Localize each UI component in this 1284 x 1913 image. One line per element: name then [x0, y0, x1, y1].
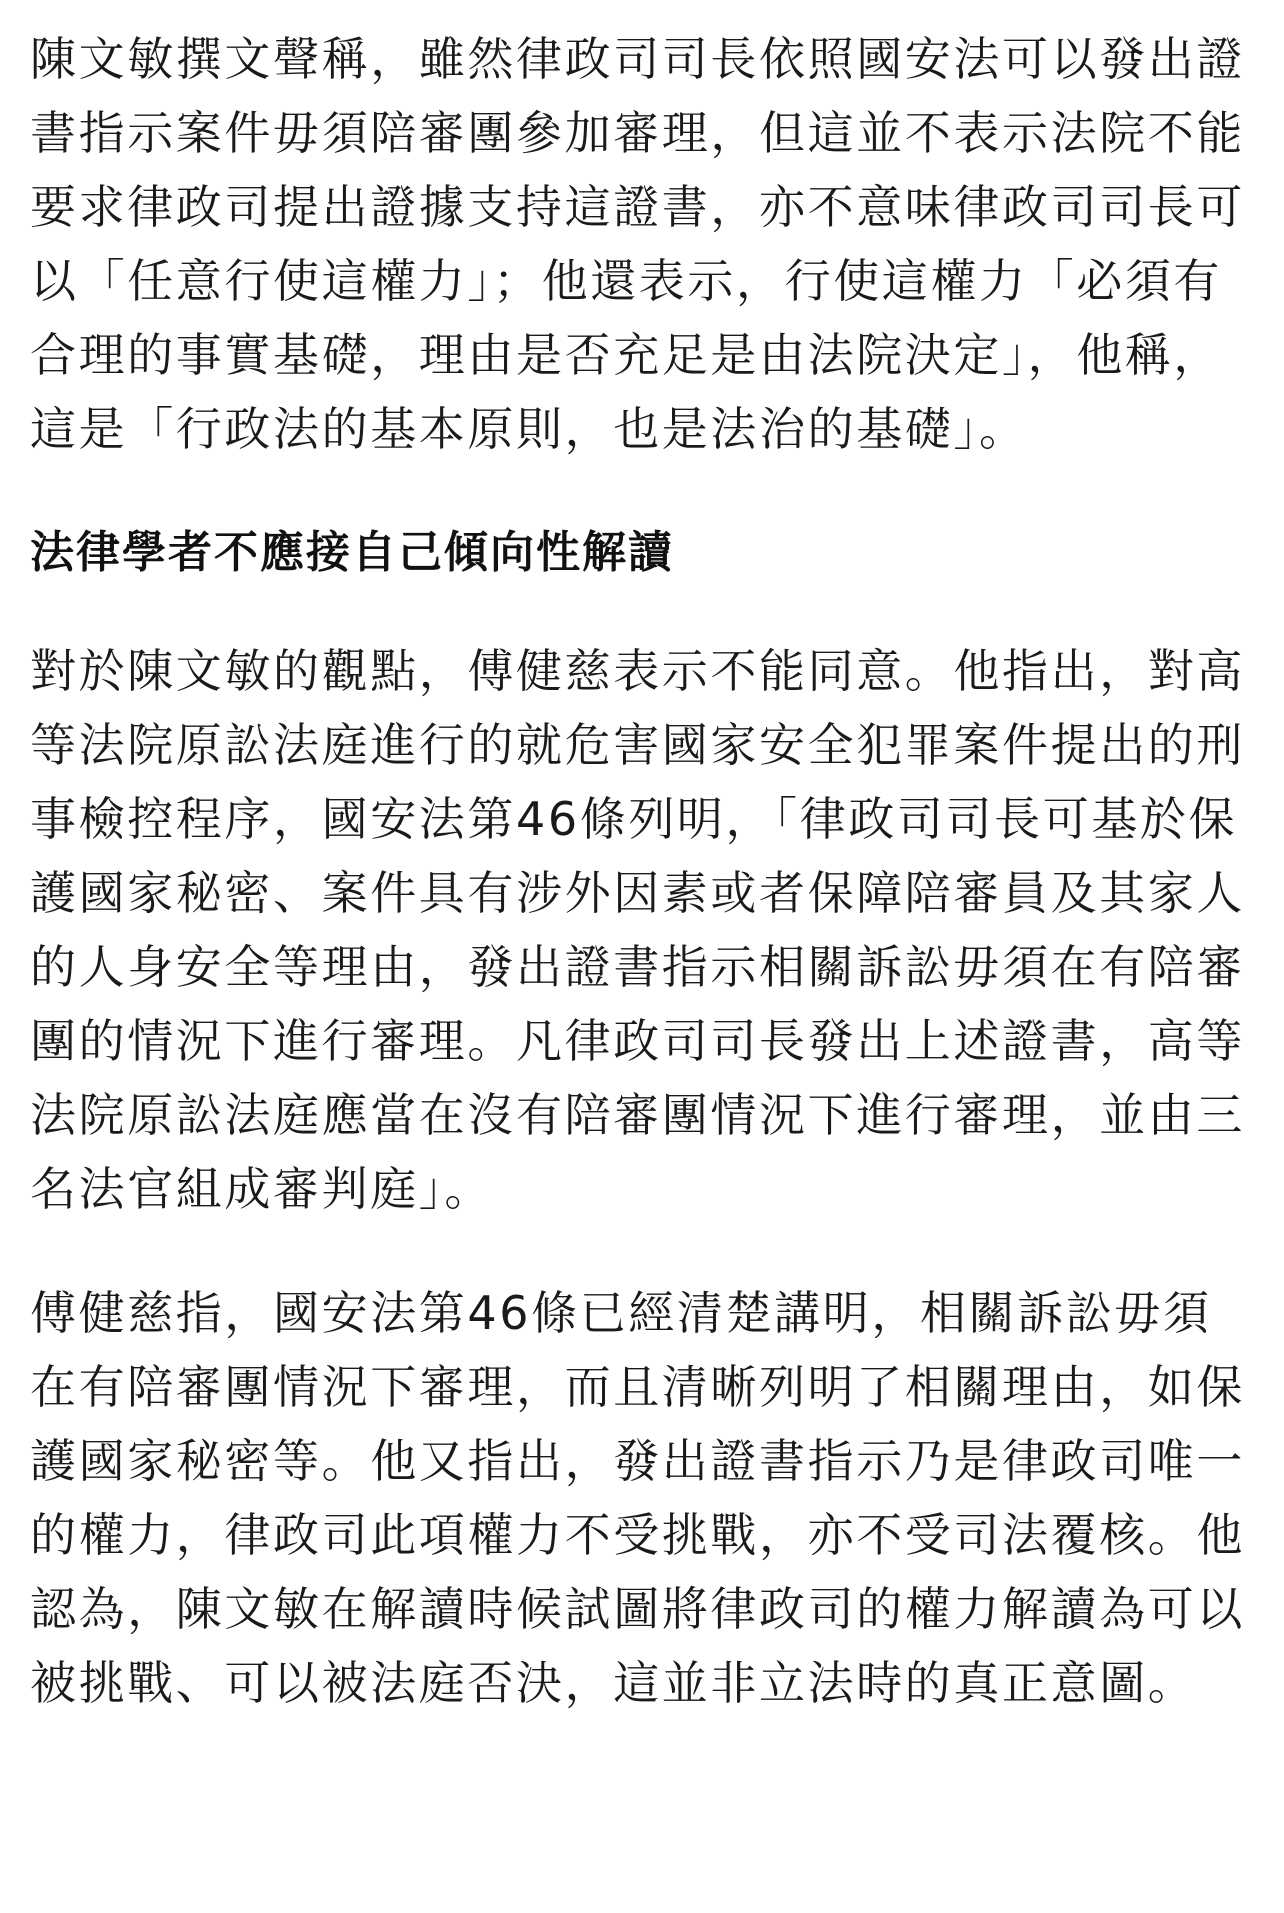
section-heading: 法律學者不應接自己傾向性解讀: [30, 527, 674, 578]
paragraph-fu-kin-chi-article-46: 傅健慈指，國安法第46條已經清楚講明，相關訴訟毋須在有陪審團情況下審理，而且清晰列明了相關理由，如保護國家秘密等。他又指出，發出證書指示乃是律政司唯一的權力，律政司此項權力不受挑戰，亦不受司法覆核。他認為，陳文敏在解讀時候試圖將律政司的權力解讀為可以被挑戰、可以被法庭否決，這並非立法時的真正意圖。: [30, 1286, 1245, 1710]
paragraph-chan-man-mun-view: 陳文敏撰文聲稱，雖然律政司司長依照國安法可以發出證書指示案件毋須陪審團參加審理，但這並不表示法院不能要求律政司提出證據支持這證書，亦不意味律政司司長可以「任意行使這權力」；他還表示，行使這權力「必須有合理的事實基礎，理由是否充足是由法院決定」，他稱，這是「行政法的基本原則，也是法治的基礎」。: [30, 32, 1245, 456]
article-body: [30, 22, 1260, 1720]
paragraph-fu-kin-chi-response: 對於陳文敏的觀點，傅健慈表示不能同意。他指出，對高等法院原訟法庭進行的就危害國家安全犯罪案件提出的刑事檢控程序，國安法第46條列明，「律政司司長可基於保護國家秘密、案件具有涉外因素或者保障陪審員及其家人的人身安全等理由，發出證書指示相關訴訟毋須在有陪審團的情況下進行審理。凡律政司司長發出上述證書，高等法院原訟法庭應當在沒有陪審團情況下進行審理，並由三名法官組成審判庭」。: [30, 644, 1245, 1216]
